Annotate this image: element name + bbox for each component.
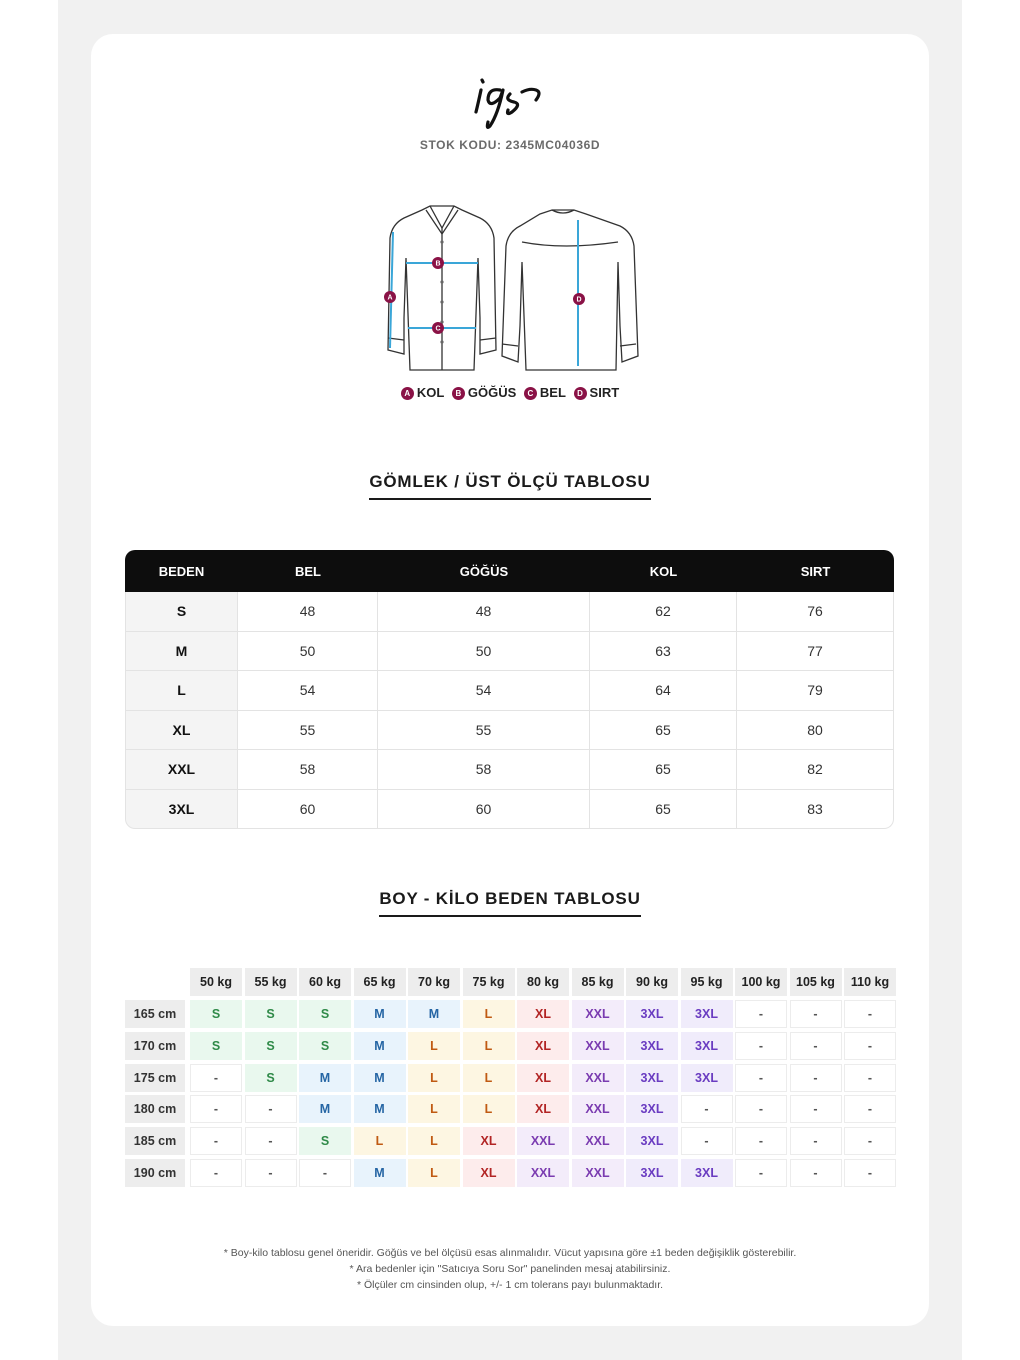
height-label: 185 cm — [125, 1127, 185, 1155]
size-cell: XL — [517, 1064, 569, 1092]
weight-header: 95 kg — [681, 968, 733, 996]
legend-item-gogus: B GÖĞÜS — [452, 385, 516, 400]
size-cell: S — [299, 1032, 351, 1060]
size-cell: S — [245, 1064, 297, 1092]
size-cell: XXL — [572, 1032, 624, 1060]
table-row — [125, 790, 894, 830]
size-cell: - — [245, 1127, 297, 1155]
size-cell: - — [299, 1159, 351, 1187]
measure-cell: 64 — [590, 671, 737, 711]
size-cell: - — [245, 1095, 297, 1123]
size-cell: - — [790, 1095, 842, 1123]
size-cell: S — [299, 1127, 351, 1155]
header-sirt: SIRT — [737, 550, 894, 592]
size-cell: - — [735, 1095, 787, 1123]
footnotes — [0, 1245, 1020, 1293]
weight-header: 75 kg — [463, 968, 515, 996]
legend-item-sirt: D SIRT — [574, 385, 620, 400]
size-cell: L — [408, 1095, 460, 1123]
size-cell: 3XL — [626, 1000, 678, 1028]
measure-cell: 65 — [590, 750, 737, 790]
legend-item-bel: C BEL — [524, 385, 566, 400]
size-cell: XL — [517, 1000, 569, 1028]
weight-header: 105 kg — [790, 968, 842, 996]
note-line: * Ölçüler cm cinsinden olup, +/- 1 cm tolerans payı bulunmaktadır. — [356, 1279, 664, 1291]
size-cell: - — [790, 1064, 842, 1092]
measure-cell: 58 — [238, 750, 378, 790]
svg-text:D: D — [576, 296, 582, 304]
size-cell: L — [408, 1159, 460, 1187]
measure-cell: 48 — [238, 592, 378, 632]
size-cell: L — [463, 1032, 515, 1060]
measure-cell: 58 — [378, 750, 590, 790]
measure-cell: 63 — [590, 632, 737, 672]
size-cell: S — [299, 1000, 351, 1028]
size-cell: - — [790, 1032, 842, 1060]
size-cell: 3XL — [626, 1127, 678, 1155]
measure-table — [125, 550, 894, 829]
size-cell: - — [681, 1127, 733, 1155]
svg-text:A: A — [387, 294, 393, 302]
weight-header: 70 kg — [408, 968, 460, 996]
size-cell: - — [190, 1064, 242, 1092]
height-label: 180 cm — [125, 1095, 185, 1123]
measure-cell: 50 — [378, 632, 590, 672]
size-cell: XL — [517, 1095, 569, 1123]
measure-cell: 55 — [378, 711, 590, 751]
size-label-cell: L — [125, 671, 238, 711]
measure-cell: 50 — [238, 632, 378, 672]
measure-cell: 48 — [378, 592, 590, 632]
measure-cell: 79 — [737, 671, 894, 711]
size-cell: 3XL — [626, 1032, 678, 1060]
size-cell: XL — [517, 1032, 569, 1060]
weight-header: 90 kg — [626, 968, 678, 996]
measure-table-title: GÖMLEK / ÜST ÖLÇÜ TABLOSU — [0, 472, 1020, 500]
size-cell: XXL — [572, 1127, 624, 1155]
size-cell: - — [790, 1000, 842, 1028]
weight-header: 50 kg — [190, 968, 242, 996]
size-cell: - — [735, 1000, 787, 1028]
size-cell: XXL — [517, 1127, 569, 1155]
size-cell: - — [245, 1159, 297, 1187]
height-label: 190 cm — [125, 1159, 185, 1187]
size-cell: S — [245, 1032, 297, 1060]
size-cell: 3XL — [681, 1159, 733, 1187]
stock-code: STOK KODU: 2345MC04036D — [419, 138, 601, 152]
header-gogus: GÖĞÜS — [378, 550, 590, 592]
size-cell: - — [844, 1159, 896, 1187]
header-beden: BEDEN — [125, 550, 238, 592]
size-cell: - — [790, 1127, 842, 1155]
size-cell: - — [681, 1095, 733, 1123]
measure-cell: 65 — [590, 711, 737, 751]
measure-cell: 76 — [737, 592, 894, 632]
header-bel: BEL — [238, 550, 378, 592]
size-cell: - — [844, 1127, 896, 1155]
size-cell: M — [354, 1064, 406, 1092]
size-cell: XL — [463, 1159, 515, 1187]
size-cell: - — [735, 1032, 787, 1060]
size-cell: L — [408, 1064, 460, 1092]
measure-table-header — [125, 550, 894, 592]
size-cell: L — [408, 1127, 460, 1155]
size-cell: M — [299, 1095, 351, 1123]
brand-logo — [470, 70, 550, 132]
size-cell: - — [190, 1127, 242, 1155]
size-cell: M — [354, 1095, 406, 1123]
size-cell: - — [844, 1032, 896, 1060]
height-label: 165 cm — [125, 1000, 185, 1028]
size-label-cell: XL — [125, 711, 238, 751]
weight-header: 85 kg — [572, 968, 624, 996]
size-cell: - — [735, 1127, 787, 1155]
size-label-cell: M — [125, 632, 238, 672]
size-cell: L — [354, 1127, 406, 1155]
size-cell: XXL — [517, 1159, 569, 1187]
size-cell: L — [463, 1095, 515, 1123]
size-cell: - — [190, 1159, 242, 1187]
measure-cell: 54 — [378, 671, 590, 711]
size-cell: 3XL — [681, 1032, 733, 1060]
measure-cell: 62 — [590, 592, 737, 632]
svg-text:C: C — [435, 325, 441, 333]
note-line: * Boy-kilo tablosu genel öneridir. Göğüs ve bel ölçüsü esas alınmalıdır. Vücut yapısına göre ±1 beden değişiklik gösterebilir. — [223, 1247, 797, 1259]
size-cell: L — [408, 1032, 460, 1060]
back-shirt-illustration — [502, 210, 638, 370]
size-cell: - — [735, 1159, 787, 1187]
table-row — [125, 671, 894, 711]
measure-cell: 55 — [238, 711, 378, 751]
size-cell: S — [190, 1032, 242, 1060]
weight-header: 55 kg — [245, 968, 297, 996]
size-cell: 3XL — [681, 1000, 733, 1028]
svg-text:B: B — [435, 260, 441, 268]
size-cell: - — [190, 1095, 242, 1123]
size-label-cell: 3XL — [125, 790, 238, 830]
size-label-cell: S — [125, 592, 238, 632]
size-cell: - — [844, 1064, 896, 1092]
measure-cell: 60 — [238, 790, 378, 830]
size-grid-title: BOY - KİLO BEDEN TABLOSU — [0, 889, 1020, 917]
size-cell: L — [463, 1000, 515, 1028]
size-cell: S — [190, 1000, 242, 1028]
weight-header: 65 kg — [354, 968, 406, 996]
size-cell: M — [299, 1064, 351, 1092]
measure-cell: 77 — [737, 632, 894, 672]
size-cell: - — [790, 1159, 842, 1187]
size-cell: - — [844, 1095, 896, 1123]
size-cell: XXL — [572, 1095, 624, 1123]
size-cell: M — [354, 1159, 406, 1187]
size-cell: 3XL — [681, 1064, 733, 1092]
weight-header: 100 kg — [735, 968, 787, 996]
measure-cell: 82 — [737, 750, 894, 790]
size-cell: - — [844, 1000, 896, 1028]
size-cell: S — [245, 1000, 297, 1028]
diagram-legend — [0, 385, 1020, 400]
header-kol: KOL — [590, 550, 737, 592]
size-cell: XXL — [572, 1000, 624, 1028]
measure-cell: 83 — [737, 790, 894, 830]
size-cell: M — [354, 1032, 406, 1060]
measure-cell: 60 — [378, 790, 590, 830]
size-cell: 3XL — [626, 1095, 678, 1123]
size-cell: 3XL — [626, 1064, 678, 1092]
height-label: 175 cm — [125, 1064, 185, 1092]
table-row — [125, 632, 894, 672]
weight-header: 60 kg — [299, 968, 351, 996]
size-cell: M — [354, 1000, 406, 1028]
size-cell: XL — [463, 1127, 515, 1155]
size-cell: L — [463, 1064, 515, 1092]
height-label: 170 cm — [125, 1032, 185, 1060]
table-row — [125, 711, 894, 751]
weight-header: 110 kg — [844, 968, 896, 996]
front-shirt-illustration — [388, 206, 496, 370]
size-cell: 3XL — [626, 1159, 678, 1187]
size-cell: M — [408, 1000, 460, 1028]
measure-cell: 65 — [590, 790, 737, 830]
measure-cell: 54 — [238, 671, 378, 711]
size-cell: XXL — [572, 1159, 624, 1187]
size-cell: - — [735, 1064, 787, 1092]
table-row — [125, 750, 894, 790]
size-label-cell: XXL — [125, 750, 238, 790]
size-cell: XXL — [572, 1064, 624, 1092]
note-line: * Ara bedenler için "Satıcıya Soru Sor" panelinden mesaj atabilirsiniz. — [349, 1263, 671, 1275]
table-row — [125, 592, 894, 632]
shirt-measurement-diagram — [370, 198, 650, 378]
measure-cell: 80 — [737, 711, 894, 751]
weight-header: 80 kg — [517, 968, 569, 996]
legend-item-kol: A KOL — [401, 385, 444, 400]
